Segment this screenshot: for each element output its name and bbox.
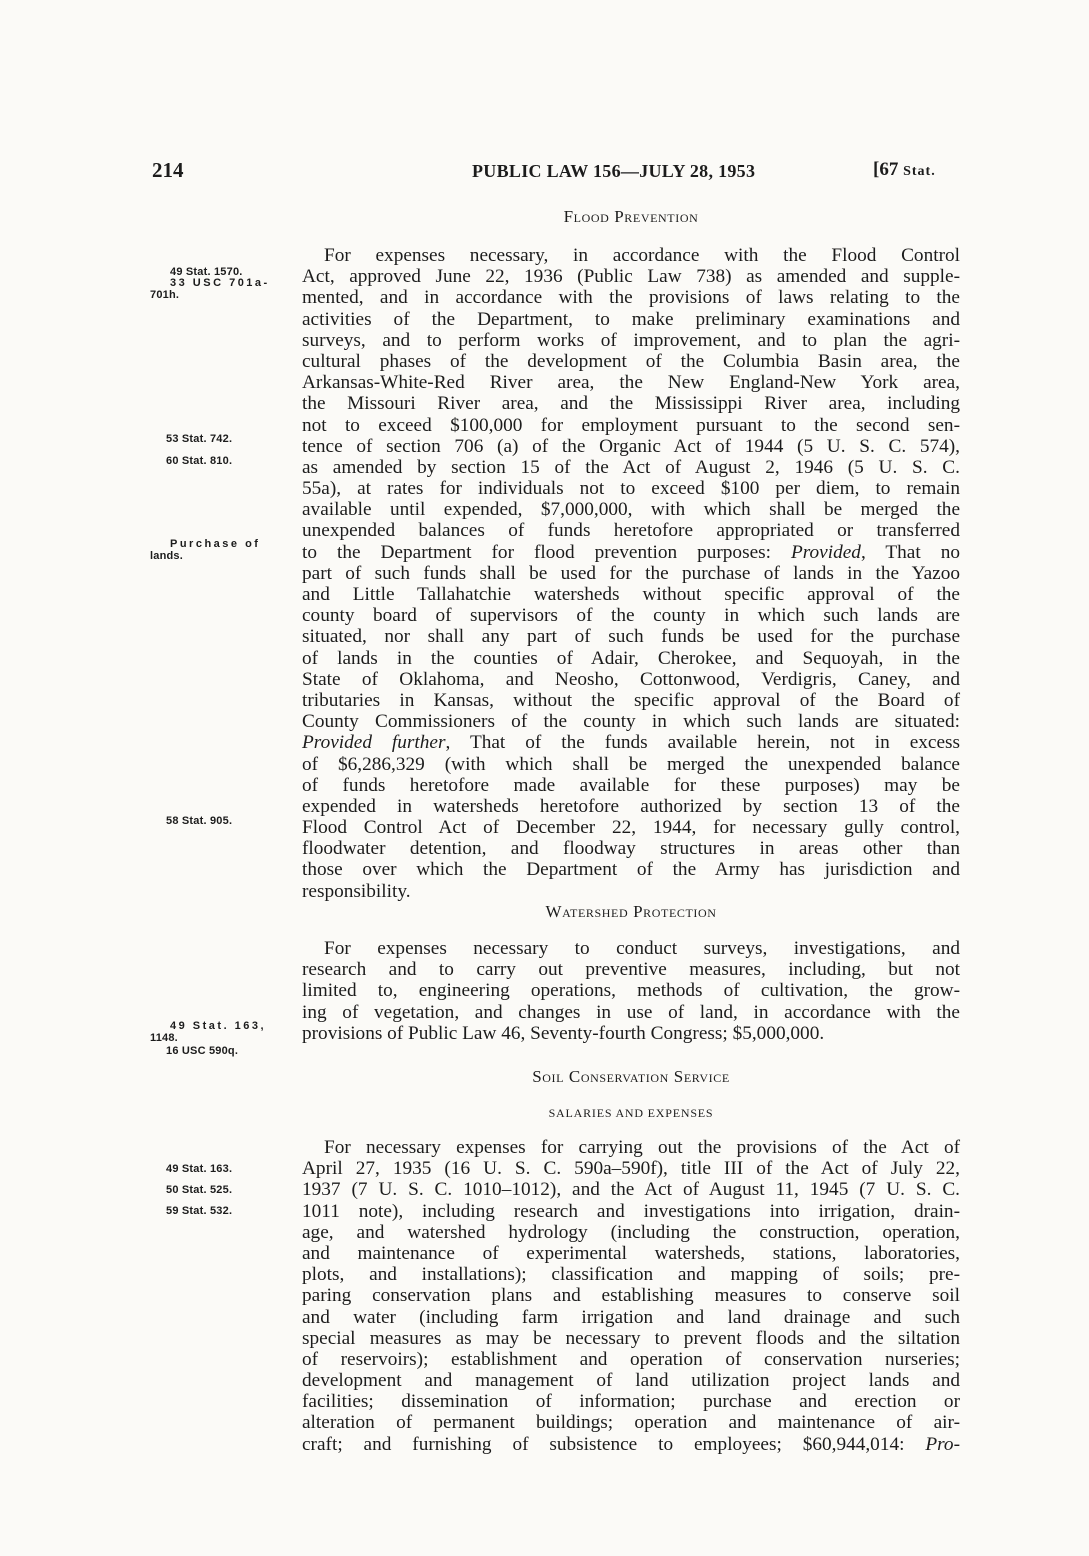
margin-note-line: lands.	[150, 550, 183, 562]
heading-flood-prevention: Flood Prevention	[563, 207, 699, 226]
soil-conservation-text	[302, 1137, 960, 1455]
margin-note-59-stat-532: 59 Stat. 532.	[166, 1205, 233, 1217]
heading-soil-conservation-service: Soil Conservation Service	[532, 1067, 730, 1086]
text-line: those over which the Department of the Army has jurisdiction and	[302, 859, 960, 881]
text-line-final	[302, 1434, 960, 1455]
margin-note-line: 49 Stat. 163,	[170, 1020, 267, 1032]
text-line: For expenses necessary, in accordance with the Flood Control	[324, 245, 960, 266]
text-line: 1937 (7 U. S. C. 1010–1012), and the Act of August 11, 1945 (7 U. S. C.	[302, 1179, 960, 1201]
text-line: of $6,286,329 (with which shall be merged the unexpended balance	[302, 753, 960, 775]
margin-note-33-usc	[170, 277, 310, 289]
text-line: tence of section 706 (a) of the Organic Act of 1944 (5 U. S. C. 574),	[302, 435, 960, 457]
text-line: part of such funds shall be used for the purchase of lands in the Yazoo	[302, 562, 960, 584]
text-line: plots, and installations); classification and mapping of soils; pre-	[302, 1264, 960, 1286]
margin-note-line: 33 USC 701a-	[170, 277, 270, 289]
volume-number: [67	[873, 159, 899, 180]
text-line: State of Oklahoma, and Neosho, Cottonwood, Verdigris, Caney, and	[302, 668, 960, 690]
text-line: April 27, 1935 (16 U. S. C. 590a–590f), title III of the Act of July 22,	[302, 1158, 960, 1180]
text-line: paring conservation plans and establishing measures to conserve soil	[302, 1285, 960, 1307]
proviso-italic: Provided	[790, 541, 861, 563]
text-segment: craft; and furnishing of subsistence to employees; $60,944,014:	[302, 1433, 926, 1455]
margin-note-line: 16 USC 590q.	[166, 1045, 239, 1057]
text-line: age, and watershed hydrology (including the construction, operation,	[302, 1221, 960, 1243]
margin-note-53-stat-742: 53 Stat. 742.	[166, 433, 233, 445]
text-line: surveys, and to perform works of improvement, and to plan the agri-	[302, 329, 960, 351]
text-line: research and to carry out preventive measures, including, but not	[302, 959, 960, 981]
text-line: as amended by section 15 of the Act of August 2, 1946 (5 U. S. C.	[302, 456, 960, 478]
text-line: not to exceed $100,000 for employment pursuant to the second sen-	[302, 414, 960, 436]
margin-note-lands	[150, 550, 290, 562]
text-line: ing of vegetation, and changes in use of land, in accordance with the	[302, 1001, 960, 1023]
text-line: of funds heretofore made available for these purposes) may be	[302, 774, 960, 796]
margin-note-16-usc-590q	[166, 1045, 306, 1057]
flood-prevention-text	[302, 245, 960, 902]
text-line: of reservoirs); establishment and operation of conservation nurseries;	[302, 1348, 960, 1370]
text-line: Arkansas-White-Red River area, the New England-New York area,	[302, 372, 960, 394]
margin-note-49-stat-163: 49 Stat. 163.	[166, 1163, 233, 1175]
margin-note-49-stat-163-1148	[170, 1020, 310, 1032]
text-line: County Commissioners of the county in which such lands are situated:	[302, 711, 960, 733]
margin-note-line: 49 Stat. 1570.	[170, 266, 243, 278]
text-line: development and management of land utilization project lands and	[302, 1370, 960, 1392]
text-line: situated, nor shall any part of such funds be used for the purchase	[302, 626, 960, 648]
heading-watershed-protection: Watershed Protection	[545, 902, 717, 921]
text-line: For expenses necessary to conduct surveys, investigations, and	[324, 938, 960, 959]
text-segment: , That no	[860, 541, 960, 563]
text-line: unexpended balances of funds heretofore appropriated or transferred	[302, 520, 960, 542]
text-line: county board of supervisors of the county in which such lands are	[302, 605, 960, 627]
margin-note-line: 1148.	[150, 1032, 178, 1044]
running-head: PUBLIC LAW 156—JULY 28, 1953	[472, 161, 756, 181]
text-segment: , That of the funds available herein, not in excess	[445, 732, 961, 754]
text-line: and water (including farm irrigation and land drainage and such	[302, 1306, 960, 1328]
text-line: special measures as may be necessary to prevent floods and the siltation	[302, 1327, 960, 1349]
text-line: cultural phases of the development of the Columbia Basin area, the	[302, 350, 960, 372]
text-line: the Missouri River area, and the Mississippi River area, including	[302, 393, 960, 415]
text-line: and Little Tallahatchie watersheds without specific approval of the	[302, 584, 960, 605]
text-line: Act, approved June 22, 1936 (Public Law 738) as amended and supple-	[302, 266, 960, 288]
margin-note-50-stat-525: 50 Stat. 525.	[166, 1184, 233, 1196]
text-line: floodwater detention, and floodway structures in areas other than	[302, 838, 960, 860]
margin-note-701h	[150, 289, 290, 301]
margin-note-60-stat-810: 60 Stat. 810.	[166, 455, 233, 467]
margin-note-purchase-of-lands	[170, 538, 310, 550]
subheading-salaries-expenses: SALARIES AND EXPENSES	[548, 1106, 714, 1120]
text-line: responsibility.	[302, 880, 411, 902]
page-number: 214	[152, 158, 184, 182]
text-line: provisions of Public Law 46, Seventy-fourth Congress; $5,000,000.	[302, 1022, 825, 1044]
text-line: of lands in the counties of Adair, Cherokee, and Sequoyah, in the	[302, 647, 960, 669]
text-line: available until expended, $7,000,000, with which shall be merged the	[302, 499, 960, 521]
text-segment: to the Department for flood prevention purposes:	[302, 541, 791, 563]
text-line: facilities; dissemination of information; purchase and erection or	[302, 1391, 960, 1413]
margin-note-line: Purchase of	[170, 538, 261, 550]
proviso-further-italic: Provided further	[302, 732, 446, 754]
text-line: Flood Control Act of December 22, 1944, for necessary gully control,	[302, 817, 960, 839]
proviso-continued-italic: Pro-	[925, 1433, 960, 1455]
text-line: and maintenance of experimental watersheds, stations, laboratories,	[302, 1242, 960, 1264]
text-line: 1011 note), including research and investigations into irrigation, drain-	[302, 1200, 960, 1222]
text-line: limited to, engineering operations, methods of cultivation, the grow-	[302, 980, 960, 1002]
margin-note-1148	[150, 1032, 290, 1044]
watershed-protection-text	[302, 938, 960, 1044]
text-line: For necessary expenses for carrying out the provisions of the Act of	[324, 1137, 960, 1158]
text-line: activities of the Department, to make preliminary examinations and	[302, 308, 960, 330]
volume-reference	[873, 159, 936, 181]
text-line-proviso-further	[302, 732, 960, 753]
margin-note-58-stat-905: 58 Stat. 905.	[166, 815, 233, 827]
text-line: tributaries in Kansas, without the specific approval of the Board of	[302, 689, 960, 711]
text-line: 55a), at rates for individuals not to exceed $100 per diem, to remain	[302, 478, 960, 500]
text-line: mented, and in accordance with the provisions of laws relating to the	[302, 287, 960, 309]
margin-note-line: 701h.	[150, 289, 180, 301]
text-line: expended in watersheds heretofore authorized by section 13 of the	[302, 795, 960, 817]
volume-word: Stat.	[903, 164, 936, 179]
text-line: alteration of permanent buildings; operation and maintenance of air-	[302, 1412, 960, 1434]
text-line-proviso	[302, 542, 960, 563]
